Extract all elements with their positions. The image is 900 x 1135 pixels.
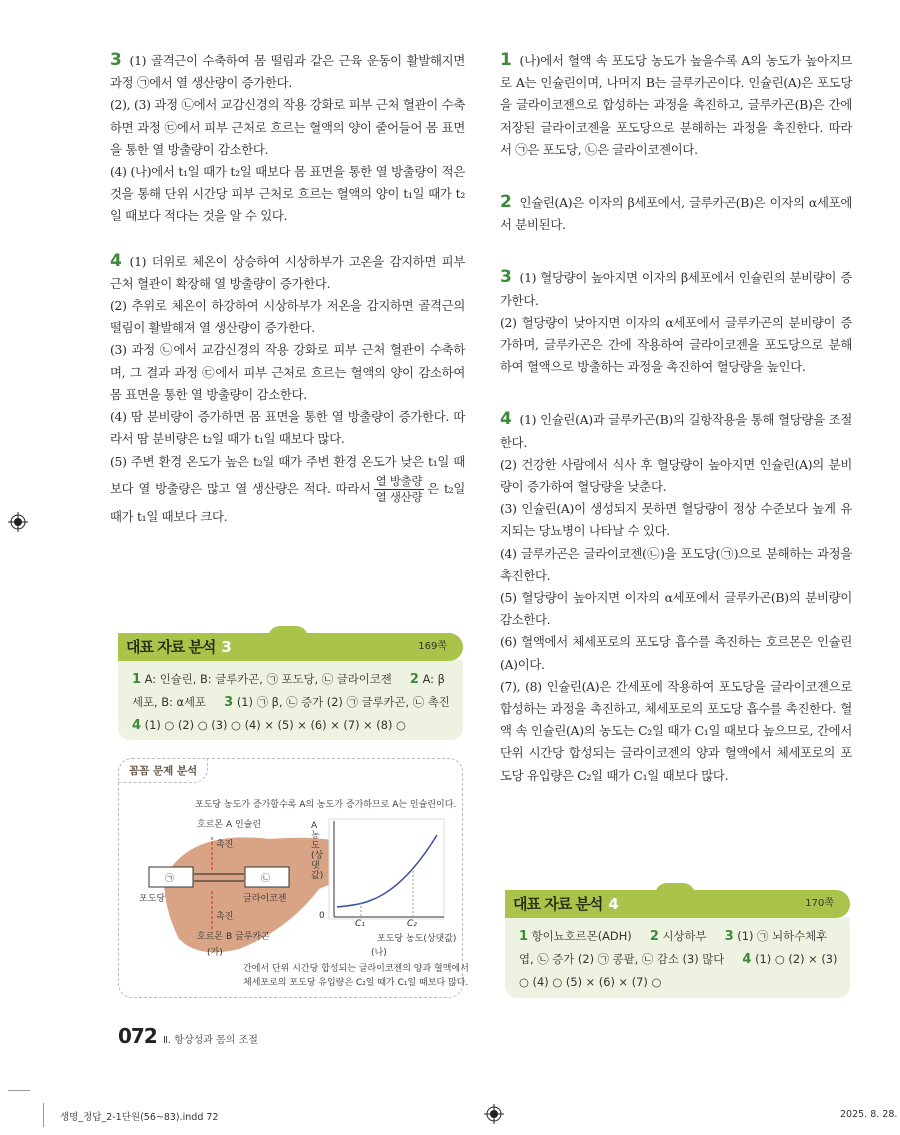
answer-number: 2 [409, 672, 419, 687]
answer-number: 4 [132, 718, 142, 733]
chapter-title: Ⅱ. 항상성과 몸의 조절 [163, 1035, 258, 1046]
answer-text: (1) ㉠ β, ㉡ 증가 (2) ㉠ 글루카곤, ㉡ 촉진 [236, 695, 450, 709]
answer-text: (1) 골격근이 수축하여 몸 떨림과 같은 근육 운동이 활발해지면 과정 ㉠에서 열 생산량이 증가한다. [110, 53, 465, 91]
box-body [118, 660, 463, 743]
answer-1 [500, 49, 852, 161]
item-number: 4 [500, 409, 512, 430]
glucose-label: 포도당 [139, 894, 166, 904]
answer-text: (6) 혈액에서 체세포로의 포도당 흡수를 촉진하는 호르몬은 인슐린(A)이다. [500, 634, 852, 672]
answer-text: (5) 혈당량이 높아지면 이자의 α세포에서 글루카곤(B)의 분비량이 감소한다. [500, 590, 852, 628]
answer-text: A: β세포, B: α세포 [132, 672, 445, 709]
box-header [505, 890, 850, 918]
answer-number: 1 [519, 929, 529, 944]
answer-text: (3) 과정 ㉡에서 교감신경의 작용 강화로 피부 근처 혈관이 수축하며, 그 결과 과정 ㉢에서 피부 근처로 흐르는 혈액의 양이 감소하여 몸 표면을 통한 열 방출량이 감소한다. [110, 342, 465, 402]
promote-label: 촉진 [216, 912, 234, 922]
c1-label: C₁ [355, 919, 365, 929]
box-title [126, 636, 231, 658]
title-text: 대표 자료 분석 [126, 638, 216, 656]
item-number: 4 [110, 250, 122, 271]
hormone-b-label: 호르몬 B 글루카곤 [197, 932, 270, 942]
annotation-bottom: 체세포로의 포도당 유입량은 C₂일 때가 C₁일 때보다 많다. [243, 978, 469, 988]
answer-text: (1) ○ (2) ○ (3) ○ (4) × (5) × (6) × (7) × (8) ○ [144, 718, 406, 732]
answer-text: (1) ㉠ 뇌하수체후엽, ㉡ 증가 (2) ㉠ 콩팥, ㉡ 감소 (3) 많다 [519, 929, 828, 966]
page-number: 072 [118, 1024, 157, 1048]
answer-number: 1 [132, 672, 142, 687]
title-text: 대표 자료 분석 [513, 895, 603, 913]
answer-text: (1) 더위로 체온이 상승하여 시상하부가 고온을 감지하면 피부 근처 혈관이 확장해 열 방출량이 증가한다. [110, 253, 465, 291]
answer-3 [500, 266, 852, 378]
answer-text: (4) 글루카곤은 글라이코젠(㉡)을 포도당(㉠)으로 분해하는 과정을 촉진한다. [500, 545, 852, 583]
glycogen-label: 글라이코젠 [243, 894, 287, 904]
answer-text: (2) 혈당량이 낮아지면 이자의 α세포에서 글루카곤의 분비량이 증가하며, 글루카곤은 간에 작용하여 글라이코젠을 포도당으로 분해하여 혈액으로 방출하는 과정을 촉진하여 혈당량을 높인다. [500, 314, 852, 375]
item-number: 2 [500, 192, 512, 213]
answer-text: (1) ○ (2) × (3) ○ (4) ○ (5) × (6) × (7) ○ [519, 952, 838, 989]
answer-text: (1) 혈당량이 높아지면 이자의 β세포에서 인슐린의 분비량이 증가한다. [500, 270, 852, 308]
box-header [118, 633, 463, 661]
answer-text: 인슐린(A)은 이자의 β세포에서, 글루카곤(B)은 이자의 α세포에서 분비된다. [500, 195, 852, 233]
answer-number: 2 [649, 929, 659, 944]
page-reference: 169쪽 [418, 641, 447, 652]
title-number: 4 [608, 895, 618, 913]
crop-mark [8, 1090, 30, 1091]
left-column [110, 49, 465, 551]
fraction-denominator: 열 생산량 [375, 490, 423, 505]
answer-text: (5) 주변 환경 온도가 높은 t₂일 때가 주변 환경 온도가 낮은 t₁일 때보다 열 방출량은 많고 열 생산량은 적다. 따라서 [110, 454, 465, 497]
answer-number: 4 [742, 952, 752, 967]
problem-analysis-diagram [118, 758, 469, 998]
item-number: 1 [500, 50, 512, 70]
c2-label: C₂ [407, 919, 417, 929]
registration-mark-icon [484, 1104, 504, 1124]
crop-mark [43, 1103, 44, 1127]
answer-text: 시상하부 [662, 929, 707, 943]
box-title [513, 893, 618, 915]
item-number: 3 [500, 267, 512, 288]
figure-label-ga: (가) [207, 948, 223, 958]
answer-number: 3 [724, 929, 734, 944]
figure-label-na: (나) [371, 948, 387, 958]
item-number: 3 [110, 50, 122, 70]
answer-text: (1) 인슐린(A)과 글루카곤(B)의 길항작용을 통해 혈당량을 조절한다. [500, 412, 852, 450]
fraction-numerator: 열 방출량 [375, 474, 423, 489]
answer-text: (3) 인슐린(A)이 생성되지 못하면 혈당량이 정상 수준보다 높게 유지되는 당뇨병이 나타날 수 있다. [500, 501, 852, 539]
page-reference: 170쪽 [805, 898, 834, 909]
answer-text: (2) 추위로 체온이 하강하여 시상하부가 저온을 감지하면 골격근의 떨림이 활발해져 열 생산량이 증가한다. [110, 298, 465, 336]
answer-text: (4) (나)에서 t₁일 때가 t₂일 때보다 몸 표면을 통한 열 방출량이 적은 것을 통해 단위 시간당 피부 근처로 흐르는 혈액의 양이 t₁일 때가 t₂일 때보다 적다는 것을 알 수 있다. [110, 164, 465, 224]
answer-text: (7), (8) 인슐린(A)은 간세포에 작용하여 포도당을 글라이코젠으로 합성하는 과정을 촉진하고, 체세포로의 포도당 흡수를 촉진한다. 혈액 속 인슐린(A)의 농도는 C₂일 때가 C₁일 때보다 높으므로, 간에서 단위 시간당 합성되는 글라이코젠의 양과 혈액에서 체세포로의 포도당 유입량은 C₂일 때가 C₁일 때보다 많다. [500, 678, 852, 783]
answer-4 [500, 408, 852, 786]
key-data-analysis-3 [118, 638, 463, 740]
answer-text: 항이뇨호르몬(ADH) [531, 929, 632, 943]
answer-number: 3 [224, 695, 234, 710]
answer-2 [500, 191, 852, 236]
print-date: 2025. 8. 28. [840, 1109, 898, 1120]
graph-frame [329, 819, 444, 919]
file-name: 생명_정답_2-1단원(56~83).indd 72 [60, 1112, 219, 1123]
glucose-symbol: ㉠ [165, 874, 175, 884]
title-number: 3 [221, 638, 231, 656]
origin-label: 0 [319, 911, 325, 921]
annotation-top: 포도당 농도가 증가할수록 A의 농도가 증가하므로 A는 인슐린이다. [195, 800, 457, 810]
annotation-bottom: 간에서 단위 시간당 합성되는 글라이코젠의 양과 혈액에서 [243, 964, 469, 974]
answer-text: (4) 땀 분비량이 증가하면 몸 표면을 통한 열 방출량이 증가한다. 따라서 땀 분비량은 t₂일 때가 t₁일 때보다 많다. [110, 409, 465, 447]
hormone-a-label: 호르몬 A 인슐린 [197, 820, 262, 830]
answer-3 [110, 49, 465, 228]
fraction [374, 474, 425, 505]
answer-4 [110, 250, 465, 530]
answer-text: A: 인슐린, B: 글루카곤, ㉠ 포도당, ㉡ 글라이코젠 [144, 672, 392, 686]
right-column [500, 49, 852, 809]
key-data-analysis-4 [505, 895, 850, 998]
y-axis-label: A 농도(상댓값) [311, 821, 324, 881]
answer-text: (2), (3) 과정 ㉡에서 교감신경의 작용 강화로 피부 근처 혈관이 수축하면 과정 ㉢에서 피부 근처로 흐르는 혈액의 양이 줄어들어 몸 표면을 통한 열 방출량이 감소한다. [110, 97, 465, 157]
registration-mark-icon [8, 512, 28, 532]
promote-label: 촉진 [216, 840, 234, 850]
answer-text: (나)에서 혈액 속 포도당 농도가 높을수록 A의 농도가 높아지므로 A는 인슐린이며, 나머지 B는 글루카곤이다. 인슐린(A)은 포도당을 글라이코젠으로 합성하는 과정을 촉진하고, 글루카곤(B)은 간에 저장된 글라이코젠을 포도당으로 분해하는 과정을 촉진한다. 따라서 ㉠은 포도당, ㉡은 글라이코젠이다. [500, 53, 852, 157]
x-axis-label: 포도당 농도(상댓값) [377, 934, 457, 944]
section-tag: 꼼꼼 문제 분석 [118, 758, 208, 783]
answer-text: 은 t₂일 때가 t₁일 때보다 크다. [110, 481, 465, 525]
glycogen-symbol: ㉡ [261, 874, 271, 884]
box-body [505, 917, 850, 999]
answer-text: (2) 건강한 사람에서 식사 후 혈당량이 높아지면 인슐린(A)의 분비량이 증가하여 혈당량을 낮춘다. [500, 456, 852, 495]
